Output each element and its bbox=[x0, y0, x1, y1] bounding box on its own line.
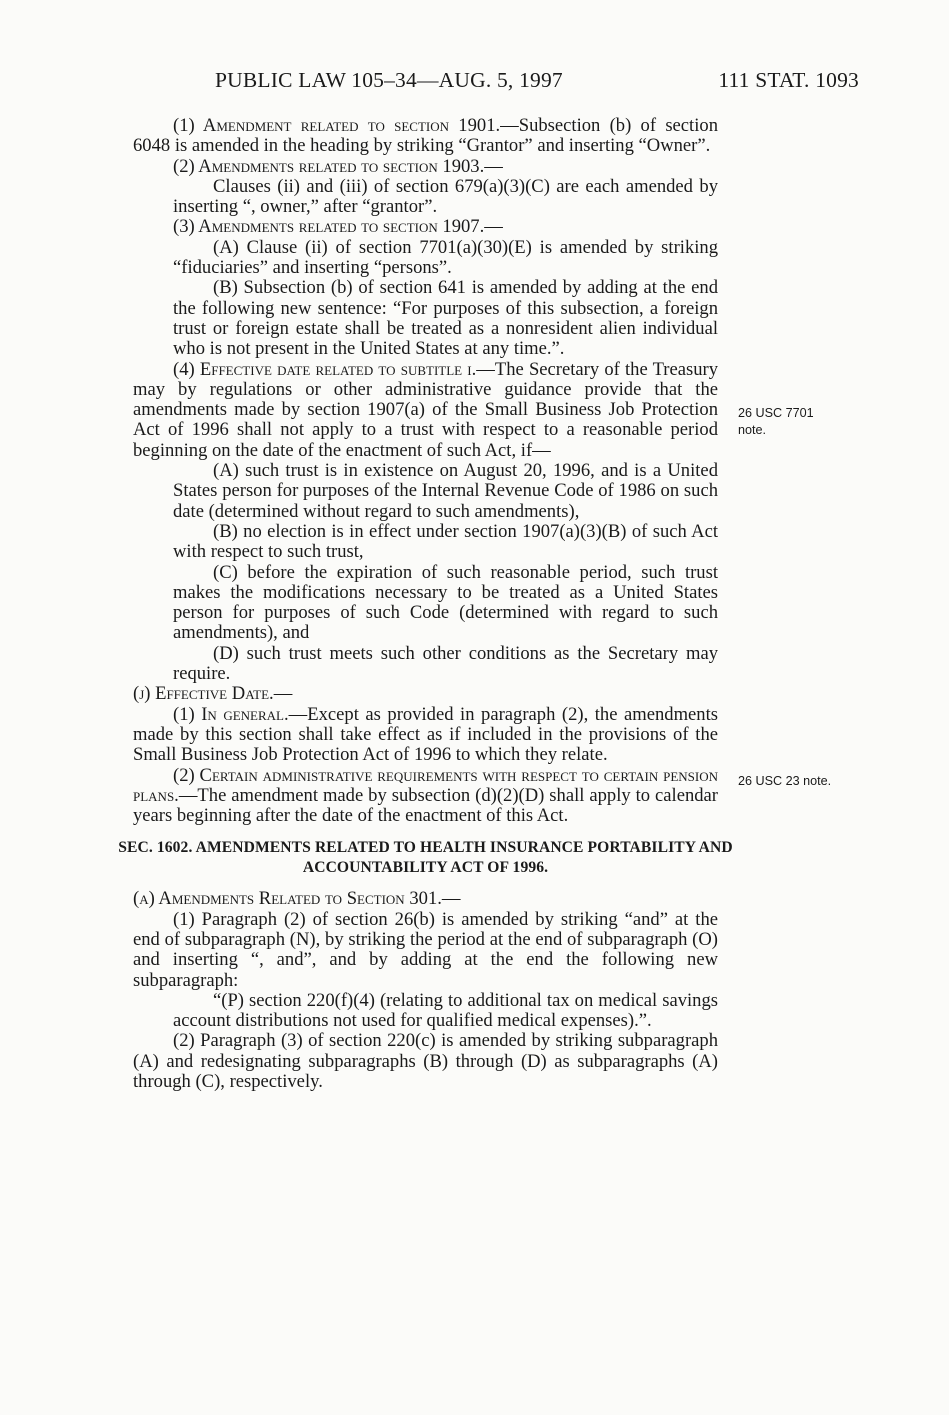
paragraph-4-text: —The Secretary of the Treasury may by regulations or other administrative guidance provide that the amendments made by section 1907(a) of the Small Business Job Protection Act of 1996 shall not apply to a trust with respect to a reasonable period beginning on the date of the enactment of such Act, if— bbox=[133, 358, 718, 461]
paragraph-4-b: (B) no election is in effect under section 1907(a)(3)(B) of such Act with respect to such trust, bbox=[173, 520, 718, 563]
paragraph-4 bbox=[133, 360, 718, 461]
section-heading: SEC. 1602. AMENDMENTS RELATED TO HEALTH INSURANCE PORTABILITY AND ACCOUNTABILITY ACT OF 1996. bbox=[118, 839, 733, 877]
subsection-a-dash: — bbox=[441, 888, 461, 910]
header-page-number: 111 STAT. 1093 bbox=[718, 68, 859, 92]
paragraph-1-text: —Subsection (b) of section 6048 is amended in the heading by striking “Grantor” and inserting “Owner”. bbox=[133, 115, 718, 157]
subsection-j-1-text: —Except as provided in paragraph (2), the amendments made by this section shall take effect as if included in the provisions of the Small Business Job Protection Act of 1996 to which they relate. bbox=[133, 703, 718, 766]
subsection-j-1 bbox=[133, 705, 718, 766]
paragraph-2-clause: Clauses (ii) and (iii) of section 679(a)(3)(C) are each amended by inserting “, owner,” after “grantor”. bbox=[173, 175, 718, 218]
paragraph-4-heading: (4) Effective date related to subtitle i. bbox=[173, 358, 477, 380]
subsection-a-heading: (a) Amendments Related to Section 301. bbox=[133, 888, 442, 910]
subsection-a bbox=[133, 889, 718, 909]
body-text bbox=[118, 115, 733, 1093]
margin-note-2: 26 USC 23 note. bbox=[738, 774, 832, 788]
subsection-a-1-quote: “(P) section 220(f)(4) (relating to additional tax on medical savings account distributions not used for qualified medical expenses).”. bbox=[173, 989, 718, 1032]
subsection-j-dash: — bbox=[273, 683, 293, 705]
subsection-j bbox=[133, 684, 718, 704]
subsection-j-2 bbox=[133, 766, 718, 827]
paragraph-3-heading: (3) Amendments related to section 1907. bbox=[173, 216, 485, 238]
paragraph-1 bbox=[133, 116, 718, 157]
paragraph-1-heading: (1) Amendment related to section 1901. bbox=[173, 115, 501, 136]
paragraph-4-a: (A) such trust is in existence on August 20, 1996, and is a United States person for purposes of the Internal Revenue Code of 1986 on such date (determined without regard to such amendments), bbox=[173, 460, 718, 522]
subsection-j-1-heading: (1) In general. bbox=[173, 703, 289, 725]
subsection-a-1: (1) Paragraph (2) of section 26(b) is amended by striking “and” at the end of subparagraph (N), by striking the period at the end of subparagraph (O) and inserting “, and”, and by adding at the end the following new subparagraph: bbox=[133, 908, 718, 991]
subsection-j-2-text: —The amendment made by subsection (d)(2)(D) shall apply to calendar years beginning after the date of the enactment of this Act. bbox=[133, 784, 718, 827]
paragraph-2-heading: (2) Amendments related to section 1903. bbox=[173, 155, 485, 177]
paragraph-2 bbox=[133, 157, 718, 177]
paragraph-3-b: (B) Subsection (b) of section 641 is amended by adding at the end the following new sentence: “For purposes of this subsection, a foreign trust or foreign estate shall be treated as a nonresident alien individual who is not present in the United States at any time.”. bbox=[173, 277, 718, 360]
subsection-a-2: (2) Paragraph (3) of section 220(c) is amended by striking subparagraph (A) and redesignating subparagraphs (B) through (D) as subparagraphs (A) through (C), respectively. bbox=[133, 1030, 718, 1093]
subsection-j-2-heading: (2) Certain administrative requirements with respect to certain pension plans. bbox=[133, 764, 718, 806]
paragraph-2-dash: — bbox=[484, 155, 503, 177]
header-title: PUBLIC LAW 105–34—AUG. 5, 1997 bbox=[215, 68, 563, 92]
paragraph-4-d: (D) such trust meets such other conditions as the Secretary may require. bbox=[173, 642, 718, 685]
margin-note-1: 26 USC 7701 note. bbox=[738, 406, 814, 437]
paragraph-3-dash: — bbox=[484, 216, 503, 238]
paragraph-3 bbox=[133, 217, 718, 237]
paragraph-3-a: (A) Clause (ii) of section 7701(a)(30)(E) is amended by striking “fiduciaries” and inserting “persons”. bbox=[173, 236, 718, 279]
paragraph-4-c: (C) before the expiration of such reasonable period, such trust makes the modifications necessary to be treated as a United States person for purposes of such Code (determined with regard to such amendments), and bbox=[173, 561, 718, 644]
subsection-j-heading: (j) Effective Date. bbox=[133, 683, 274, 705]
